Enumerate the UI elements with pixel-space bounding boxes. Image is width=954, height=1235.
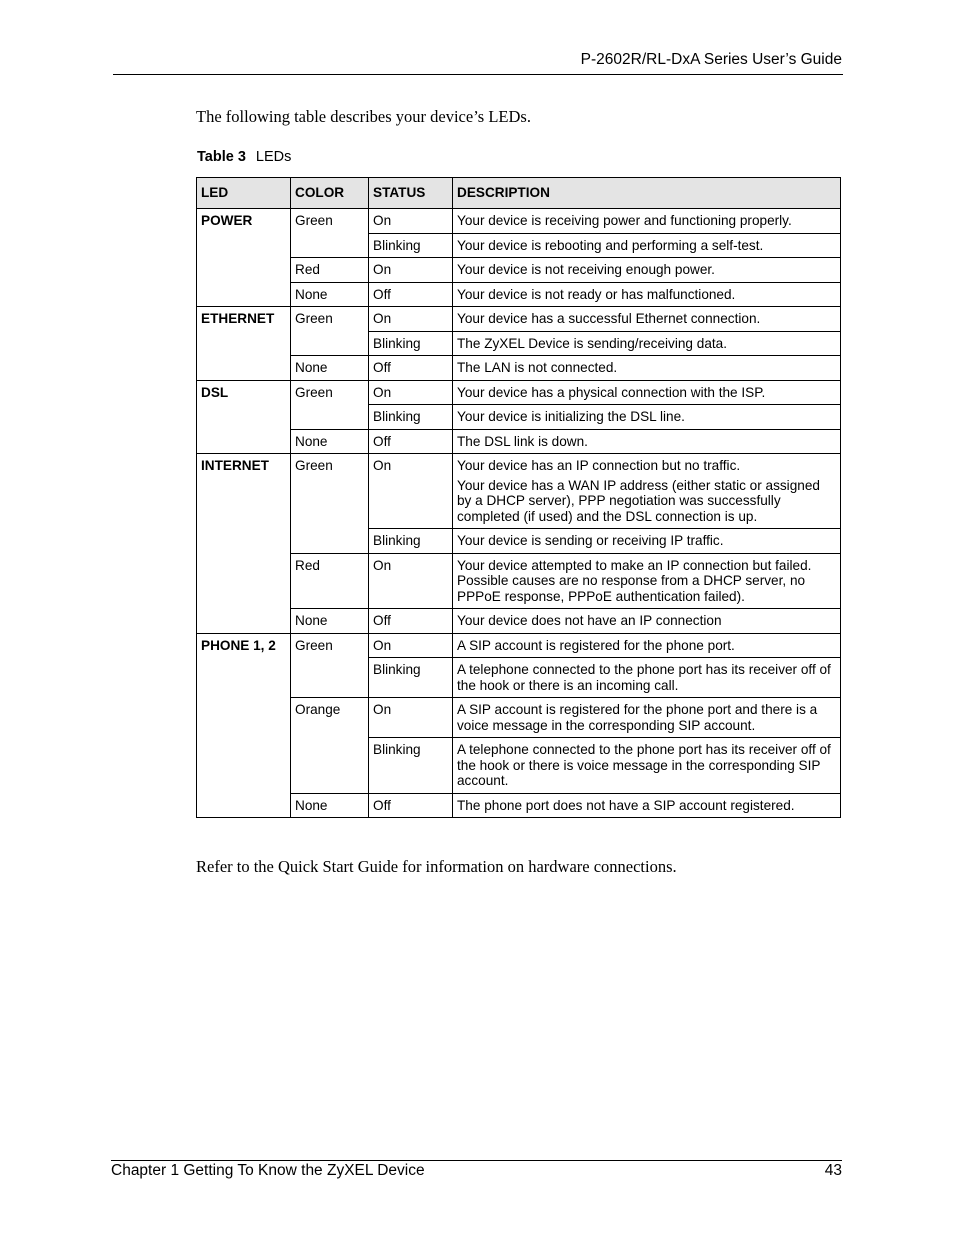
description-cell: [453, 282, 841, 307]
page-number: 43: [824, 1162, 842, 1179]
description-cell: [453, 233, 841, 258]
led-name-cell: PHONE 1, 2: [197, 633, 291, 818]
footer-rule: [111, 1160, 842, 1161]
description-text: A SIP account is registered for the phone port and there is a voice message in the corresponding SIP account.: [457, 702, 818, 733]
status-cell: On: [369, 307, 453, 332]
description-text: The ZyXEL Device is sending/receiving data.: [457, 335, 727, 351]
status-cell: On: [369, 633, 453, 658]
description-text: Your device has an IP connection but no traffic.: [457, 458, 741, 473]
led-name-cell: INTERNET: [197, 454, 291, 634]
color-cell: Green: [291, 454, 369, 554]
table-row: [197, 633, 841, 658]
description-text: Your device has a WAN IP address (either static or assigned by a DHCP server), PPP negotiation was successfully completed (if used) and the DSL connection is up.: [457, 477, 820, 524]
status-cell: On: [369, 380, 453, 405]
description-text: The phone port does not have a SIP account registered.: [457, 797, 795, 813]
table-row: [197, 356, 841, 381]
status-cell: Off: [369, 609, 453, 634]
description-cell: [453, 209, 841, 234]
column-header-status: STATUS: [369, 178, 453, 209]
color-cell: Red: [291, 258, 369, 283]
column-header-description: DESCRIPTION: [453, 178, 841, 209]
color-cell: None: [291, 356, 369, 381]
description-text: A telephone connected to the phone port has its receiver off of the hook or there is voice message in the corresponding SIP account.: [457, 742, 831, 788]
footer-chapter: Chapter 1 Getting To Know the ZyXEL Device: [111, 1162, 425, 1179]
status-cell: On: [369, 209, 453, 234]
status-cell: Off: [369, 282, 453, 307]
status-cell: On: [369, 454, 453, 529]
table-caption-label: Table 3: [197, 149, 246, 165]
status-cell: Blinking: [369, 738, 453, 794]
description-text: Your device is not receiving enough power.: [457, 262, 715, 277]
table-row: [197, 553, 841, 609]
description-text: Your device attempted to make an IP connection but failed. Possible causes are no response from a DHCP server, no PPPoE response, PPPoE authentication failed).: [457, 557, 812, 604]
table-row: [197, 429, 841, 454]
table-row: [197, 793, 841, 818]
status-cell: Off: [369, 793, 453, 818]
description-cell: [453, 454, 841, 529]
table-row: [197, 258, 841, 283]
color-cell: Green: [291, 307, 369, 356]
status-cell: Blinking: [369, 405, 453, 430]
table-row: [197, 307, 841, 332]
table-row: [197, 609, 841, 634]
description-text: A telephone connected to the phone port has its receiver off of the hook or there is an incoming call.: [457, 662, 831, 693]
status-cell: Blinking: [369, 529, 453, 554]
table-row: [197, 209, 841, 234]
table-caption-title: LEDs: [255, 149, 292, 165]
intro-paragraph: The following table describes your device’s LEDs.: [196, 107, 531, 126]
description-text: A SIP account is registered for the phone port.: [457, 637, 735, 653]
led-table: [196, 177, 841, 818]
outro-paragraph: Refer to the Quick Start Guide for information on hardware connections.: [196, 857, 677, 876]
description-cell: [453, 609, 841, 634]
table-header-row: [197, 178, 841, 209]
description-cell: [453, 553, 841, 609]
description-cell: [453, 405, 841, 430]
led-name-cell: POWER: [197, 209, 291, 307]
description-text: Your device is not ready or has malfunctioned.: [457, 286, 736, 302]
table-row: [197, 454, 841, 529]
description-cell: [453, 658, 841, 698]
color-cell: Green: [291, 633, 369, 698]
column-header-led: LED: [197, 178, 291, 209]
color-cell: Orange: [291, 698, 369, 794]
color-cell: Green: [291, 209, 369, 258]
description-text: The DSL link is down.: [457, 433, 588, 449]
status-cell: Off: [369, 356, 453, 381]
status-cell: Blinking: [369, 331, 453, 356]
description-cell: [453, 529, 841, 554]
color-cell: Green: [291, 380, 369, 429]
description-cell: [453, 307, 841, 332]
description-text: Your device is rebooting and performing a self-test.: [457, 237, 764, 253]
description-cell: [453, 793, 841, 818]
description-text: Your device is sending or receiving IP traffic.: [457, 533, 724, 548]
description-cell: [453, 698, 841, 738]
color-cell: None: [291, 282, 369, 307]
description-text: Your device does not have an IP connection: [457, 613, 722, 628]
status-cell: On: [369, 553, 453, 609]
description-cell: [453, 331, 841, 356]
description-cell: [453, 429, 841, 454]
header-rule: [113, 74, 843, 75]
status-cell: On: [369, 258, 453, 283]
led-table-body: [197, 209, 841, 818]
column-header-color: COLOR: [291, 178, 369, 209]
description-text: Your device is receiving power and functioning properly.: [457, 213, 792, 228]
status-cell: Blinking: [369, 233, 453, 258]
status-cell: On: [369, 698, 453, 738]
description-text: Your device is initializing the DSL line.: [457, 409, 685, 424]
color-cell: None: [291, 609, 369, 634]
led-name-cell: DSL: [197, 380, 291, 454]
status-cell: Off: [369, 429, 453, 454]
description-cell: [453, 738, 841, 794]
description-text: Your device has a physical connection with the ISP.: [457, 384, 766, 400]
table-row: [197, 282, 841, 307]
description-cell: [453, 258, 841, 283]
led-name-cell: ETHERNET: [197, 307, 291, 381]
description-cell: [453, 633, 841, 658]
running-header-title: P-2602R/RL-DxA Series User’s Guide: [580, 51, 842, 68]
color-cell: None: [291, 429, 369, 454]
description-cell: [453, 356, 841, 381]
description-cell: [453, 380, 841, 405]
table-row: [197, 380, 841, 405]
description-text: The LAN is not connected.: [457, 360, 618, 375]
table-caption: [197, 149, 291, 165]
color-cell: Red: [291, 553, 369, 609]
color-cell: None: [291, 793, 369, 818]
status-cell: Blinking: [369, 658, 453, 698]
table-row: [197, 698, 841, 738]
description-text: Your device has a successful Ethernet connection.: [457, 311, 761, 326]
